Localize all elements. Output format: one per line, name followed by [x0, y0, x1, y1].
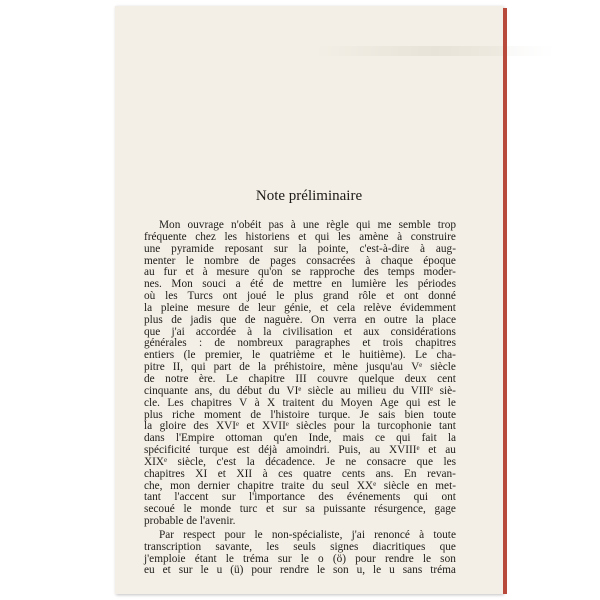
- text-line: que j'ai accordée à la civilisation et aux considérations: [144, 325, 456, 338]
- text-line: plus de jadis que de naguère. On verra en outre la place: [144, 313, 456, 326]
- text-line: cinquante ans, du début du VIᵉ siècle au milieu du VIIIᵉ siè-: [144, 384, 456, 397]
- text-line: où les Turcs ont joué le plus grand rôle et ont donné: [144, 290, 456, 303]
- paragraph: [144, 220, 456, 528]
- text-line: transcription savante, les seuls signes diacritiques que: [144, 540, 456, 553]
- paragraph: [144, 530, 456, 577]
- text-line: probable de l'avenir.: [144, 515, 236, 528]
- text-line: eu et sur le u (ü) pour rendre le son u, le u sans tréma: [144, 564, 456, 577]
- text-line: cle. Les chapitres V à X traitent du Moyen Age qui est le: [144, 396, 456, 409]
- page-edge: [503, 8, 507, 594]
- body-text: [144, 220, 456, 577]
- text-line: la pleine mesure de leur génie, et cela relève évidemment: [144, 301, 456, 314]
- text-line: che, mon dernier chapitre traite du seul XXᵉ siècle en met-: [144, 479, 456, 492]
- text-line: la gloire des XVIᵉ et XVIIᵉ siècles pour la turcophonie tant: [144, 420, 456, 433]
- text-line: entiers (le premier, le quatrième et le huitième). Le cha-: [144, 349, 456, 362]
- text-line: menter le nombre de pages consacrées à chaque époque: [144, 254, 456, 267]
- text-line: dans l'Empire ottoman qu'en Inde, mais ce qui fait la: [144, 432, 456, 445]
- text-line: au fur et à mesure qu'on se rapproche des temps moder-: [144, 266, 456, 279]
- text-line: de notre ère. Le chapitre III couvre quelque deux cent: [144, 372, 456, 385]
- text-line: générales : de nombreux paragraphes et trois chapitres: [144, 337, 456, 350]
- text-line: plus riche moment de l'histoire turque. Je sais bien toute: [144, 408, 456, 421]
- text-line: XIXᵉ siècle, c'est la décadence. Je ne consacre que les: [144, 455, 456, 468]
- text-line: chapitres XI et XII à ces quatre cents ans. En revan-: [144, 467, 456, 480]
- text-line: fréquente chez les historiens et qui les amène à construire: [144, 230, 456, 243]
- text-line: nes. Mon souci a été de mettre en lumière les périodes: [144, 278, 456, 291]
- page-title: Note préliminaire: [255, 188, 363, 204]
- text-line: secoué le monde turc et sur sa puissante résurgence, gage: [144, 503, 456, 516]
- text-line: pitre II, qui part de la préhistoire, mène jusqu'au Vᵉ siècle: [144, 361, 456, 374]
- text-line: j'emploie étant le tréma sur le o (ö) pour rendre le son: [144, 552, 456, 565]
- text-line: Par respect pour le non-spécialiste, j'ai renoncé à toute: [159, 528, 456, 541]
- text-line: Mon ouvrage n'obéit pas à une règle qui me semble trop: [159, 219, 456, 231]
- text-line: tant l'accent sur l'importance des événements qui ont: [144, 491, 456, 504]
- text-line: spécificité turque est déjà amoindri. Puis, au XVIIIᵉ et au: [144, 444, 456, 457]
- show-through-text: [315, 46, 555, 56]
- text-line: une pyramide reposant sur la pointe, c'est-à-dire à aug-: [144, 242, 456, 255]
